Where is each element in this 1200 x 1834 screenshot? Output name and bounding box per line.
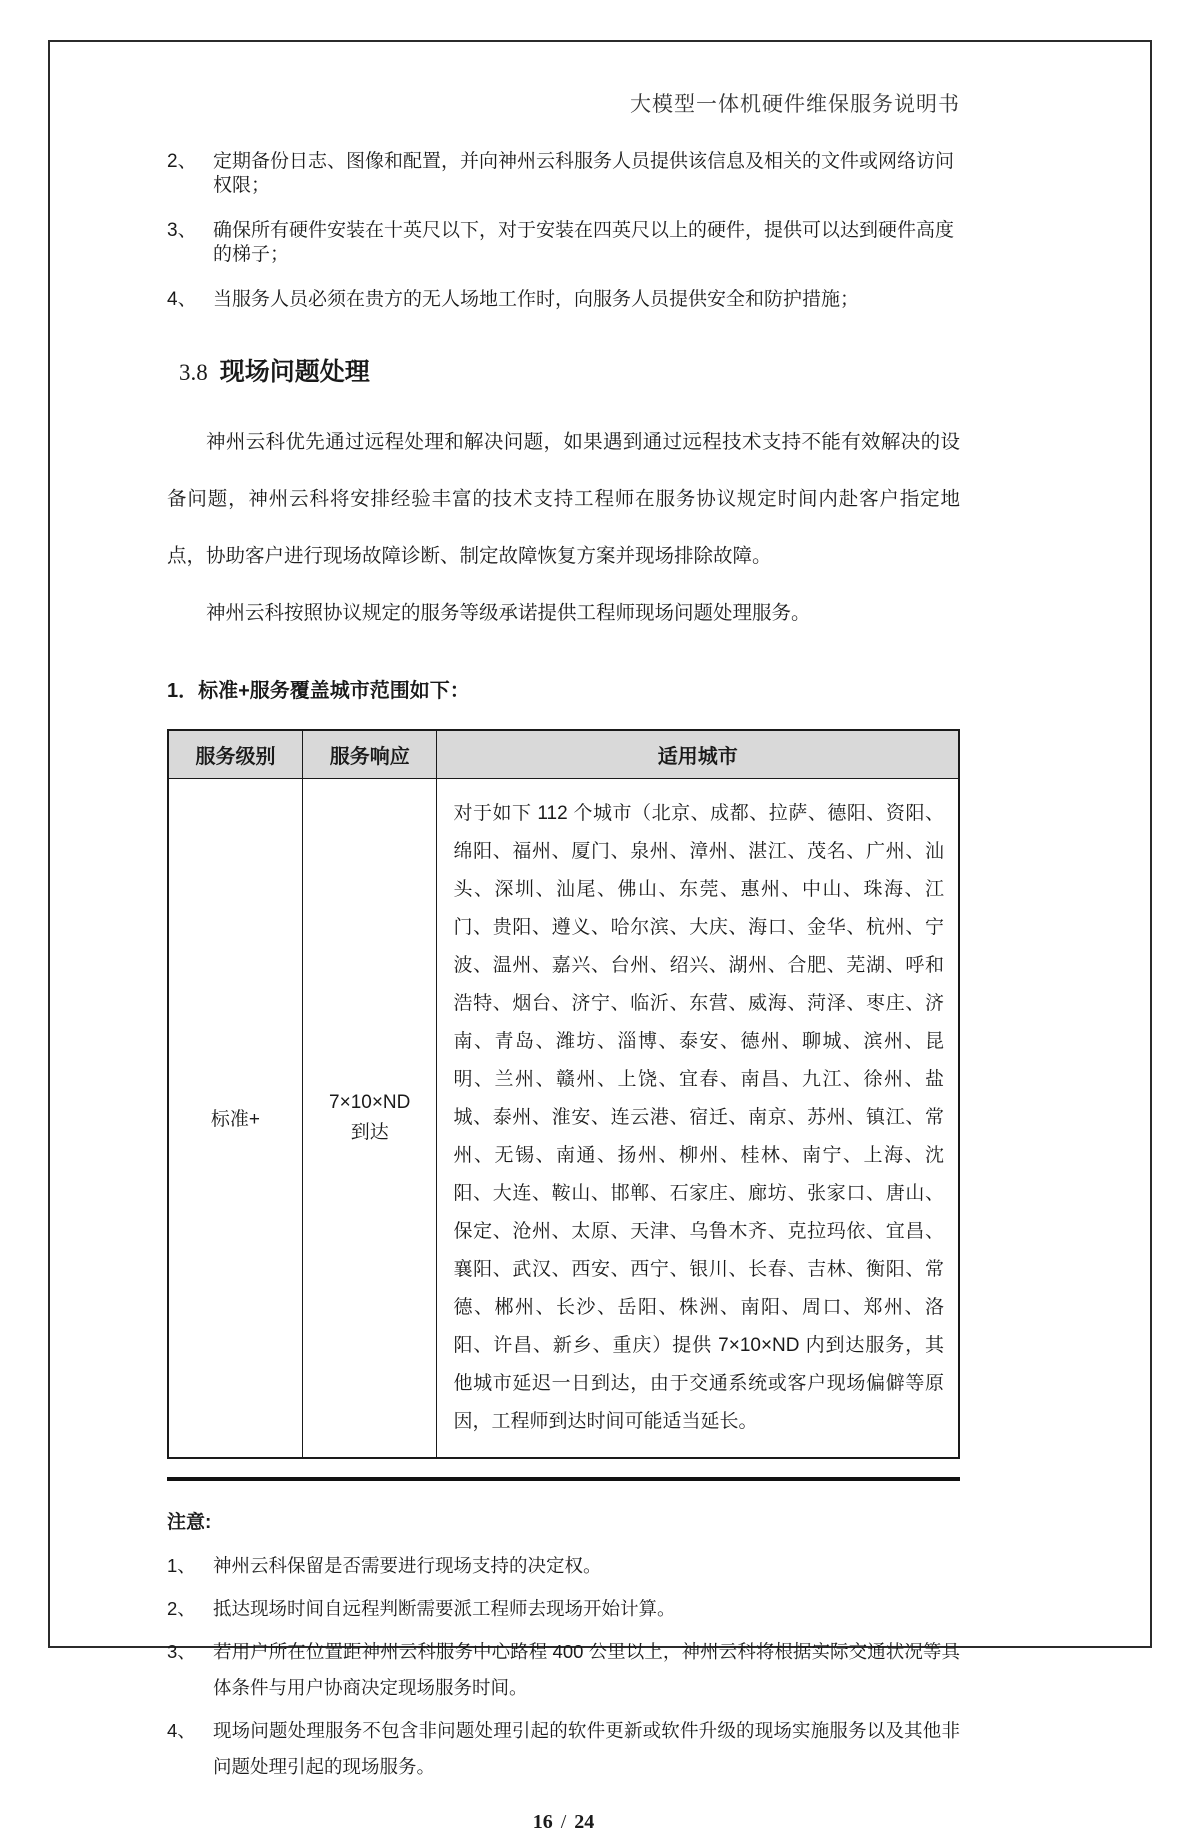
column-header-applicable-cities: 适用城市 xyxy=(437,730,959,778)
horizontal-rule xyxy=(167,1477,960,1481)
note-item-text: 神州云科保留是否需要进行现场支持的决定权。 xyxy=(213,1554,602,1576)
note-item-number: 1、 xyxy=(167,1554,196,1576)
page-number-separator: / xyxy=(560,1810,567,1833)
column-header-service-response: 服务响应 xyxy=(302,730,436,778)
note-item-text: 现场问题处理服务不包含非问题处理引起的软件更新或软件升级的现场实施服务以及其他非问题处理引起的现场服务。 xyxy=(213,1719,960,1777)
section-title: 现场问题处理 xyxy=(219,358,370,386)
column-header-service-level: 服务级别 xyxy=(168,730,302,778)
note-item-number: 4、 xyxy=(167,1719,196,1741)
document-header-title: 大模型一体机硬件维保服务说明书 xyxy=(630,92,960,116)
section-body xyxy=(167,414,960,642)
total-page-count: 24 xyxy=(574,1810,595,1833)
notes-list xyxy=(167,1548,960,1785)
cell-service-response xyxy=(302,778,436,1458)
current-page-number: 16 xyxy=(532,1810,553,1833)
list-item-text: 定期备份日志、图像和配置，并向神州云科服务人员提供该信息及相关的文件或网络访问权限； xyxy=(213,151,955,196)
paragraph: 神州云科按照协议规定的服务等级承诺提供工程师现场问题处理服务。 xyxy=(206,602,811,624)
service-response-line1: 7×10×ND xyxy=(329,1091,411,1113)
list-item xyxy=(167,150,960,198)
paragraph: 神州云科优先通过远程处理和解决问题，如果遇到通过远程技术支持不能有效解决的设备问题，神州云科将安排经验丰富的技术支持工程师在服务协议规定时间内赴客户指定地点，协助客户进行现场故障诊断、制定故障恢复方案并现场排除故障。 xyxy=(167,431,960,567)
page-number-footer xyxy=(167,1811,960,1834)
list-item-number: 3、 xyxy=(167,220,197,241)
list-item xyxy=(167,288,960,312)
note-item xyxy=(167,1634,960,1706)
note-item xyxy=(167,1591,960,1627)
list-item xyxy=(167,219,960,267)
service-response-line2: 到达 xyxy=(350,1121,389,1143)
section-heading xyxy=(179,352,960,388)
table-row xyxy=(168,778,959,1458)
note-item-text: 若用户所在位置距神州云科服务中心路程 400 公里以上，神州云科将根据实际交通状况等具体条件与用户协商决定现场服务时间。 xyxy=(213,1640,960,1698)
service-coverage-table xyxy=(167,729,960,1459)
intro-list xyxy=(167,150,960,312)
table-list-title: 1．标准+服务覆盖城市范围如下： xyxy=(167,680,470,702)
cell-applicable-cities: 对于如下 112 个城市（北京、成都、拉萨、德阳、资阳、绵阳、福州、厦门、泉州、漳州、湛江、茂名、广州、汕头、深圳、汕尾、佛山、东莞、惠州、中山、珠海、江门、贵阳、遵义、哈尔滨、大庆、海口、金华、杭州、宁波、温州、嘉兴、台州、绍兴、湖州、合肥、芜湖、呼和浩特、烟台、济宁、临沂、东营、威海、菏泽、枣庄、济南、青岛、潍坊、淄博、泰安、德州、聊城、滨州、昆明、兰州、赣州、上饶、宜春、南昌、九江、徐州、盐城、泰州、淮安、连云港、宿迁、南京、苏州、镇江、常州、无锡、南通、扬州、柳州、桂林、南宁、上海、沈阳、大连、鞍山、邯郸、石家庄、廊坊、张家口、唐山、保定、沧州、太原、天津、乌鲁木齐、克拉玛依、宜昌、襄阳、武汉、西安、西宁、银川、长春、吉林、衡阳、常德、郴州、长沙、岳阳、株洲、南阳、周口、郑州、洛阳、许昌、新乡、重庆）提供 7×10×ND 内到达服务，其他城市延迟一日到达，由于交通系统或客户现场偏僻等原因，工程师到达时间可能适当延长。 xyxy=(437,778,959,1458)
list-item-text: 当服务人员必须在贵方的无人场地工作时，向服务人员提供安全和防护措施； xyxy=(213,289,860,310)
list-item-number: 4、 xyxy=(167,289,197,310)
list-item-text: 确保所有硬件安装在十英尺以下，对于安装在四英尺以上的硬件，提供可以达到硬件高度的梯子； xyxy=(213,220,955,265)
note-item xyxy=(167,1713,960,1785)
cell-service-level: 标准+ xyxy=(168,778,302,1458)
page-content xyxy=(50,42,1150,1834)
document-page xyxy=(48,40,1152,1833)
note-item xyxy=(167,1548,960,1584)
note-item-number: 2、 xyxy=(167,1597,196,1619)
list-item-number: 2、 xyxy=(167,151,197,172)
notes-label: 注意: xyxy=(167,1511,212,1533)
table-header-row xyxy=(168,730,959,778)
section-number: 3.8 xyxy=(179,360,208,385)
note-item-number: 3、 xyxy=(167,1640,196,1662)
note-item-text: 抵达现场时间自远程判断需要派工程师去现场开始计算。 xyxy=(213,1597,676,1619)
